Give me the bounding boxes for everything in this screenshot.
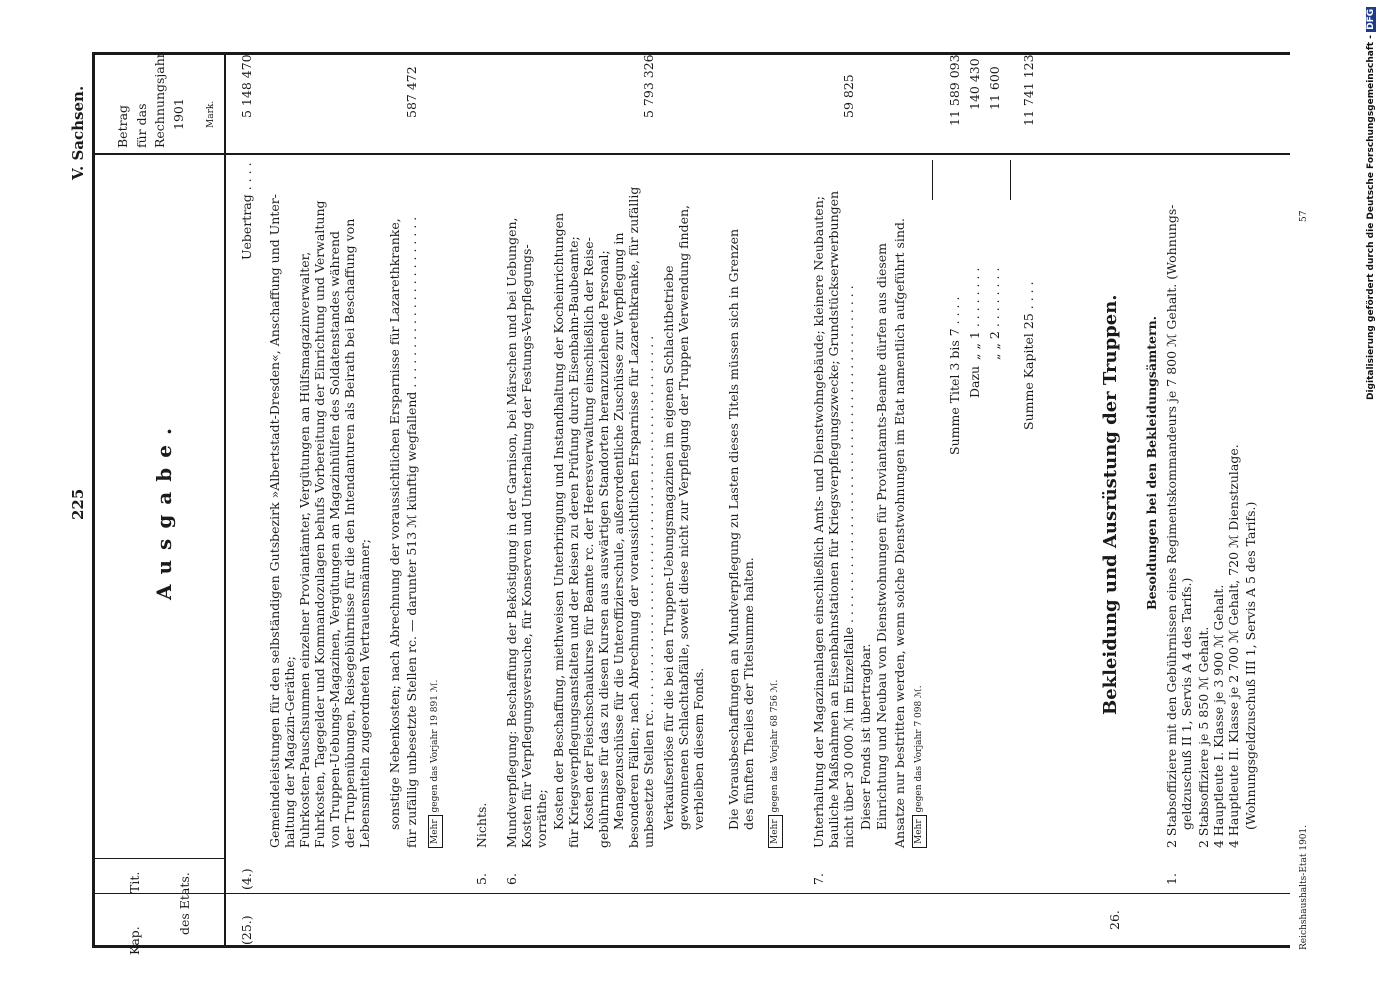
entry6-line: verbleiben diesem Fonds.: [691, 667, 706, 830]
col-amount-line2: für das: [134, 103, 149, 148]
footer-page-number: 57: [1299, 210, 1309, 222]
entry6-line: Die Vorausbeschaffungen an Mundverpflegung zu Lasten dieses Titels müssen sich in Grenzen: [726, 228, 741, 830]
tit-7: 7.: [811, 873, 826, 885]
entry4-line: sonstige Nebenkosten; nach Abrechnung der voraussichtlichen Ersparnisse für Lazarethkranke,: [387, 218, 402, 830]
col-unit: Mark.: [206, 100, 216, 128]
sum-rule-2: [1010, 160, 1011, 200]
entry6-line: Mundverpflegung: Beschaffung der Beköstigung in der Garnison, bei Märschen und bei Uebungen,: [504, 217, 519, 848]
col-tit: Tit.: [127, 871, 142, 893]
entry4-line: von Truppen-Uebungs-Magazinen, Vergütungen an Magazinhülfen des Soldatenstandes während: [327, 230, 342, 848]
entry6-line: für Kriegsverpflegungsanstalten und der Reisen zu deren Prüfung durch Eisenbahn-Baubeamte;: [566, 236, 581, 848]
entry6-mehr: Mehr: [768, 815, 783, 848]
section26-subtitle: Besoldungen bei den Bekleidungsämtern.: [1144, 315, 1159, 610]
digitization-text: Digitalisierung gefördert durch die Deutsche Forschungsgemeinschaft -: [1366, 35, 1376, 400]
section26-line: 4 Hauptleute I. Klasse je 3 900 ℳ Gehalt.: [1211, 584, 1226, 848]
sum-rule-1: [932, 160, 933, 200]
entry6-line: Kosten der Beschaffung, miethweisen Unterbringung und Instandhaltung der Kocheinrichtungen: [551, 212, 566, 830]
entry4-line: Fuhrkosten, Tagegelder und Kommandozulagen behufs Vorbereitung der Einrichtung und Verwaltung: [312, 200, 327, 848]
entry4-mehr-note: gegen das Vorjahr 19 891 ℳ.: [430, 679, 440, 813]
entry7-line: Ansatze nur bestritten werden, wenn solche Dienstwohnungen im Etat namentlich aufgeführt sind.: [892, 218, 907, 848]
section-title: Ausgabe.: [152, 418, 176, 600]
sum-add1-amount: 140 430: [967, 58, 982, 110]
entry6-amount: 5 793 326: [641, 54, 656, 118]
col-amount-line1: Betrag: [115, 104, 130, 148]
entry6-mehr-note: gegen das Vorjahr 68 756 ℳ.: [770, 679, 780, 813]
entry7-line: nicht über 30 000 ℳ im Einzelfalle . . . . . . . . . . . . . . . . . . . . . . . . . . . . . . . . . . . . . . . . . . .: [841, 285, 856, 848]
entry6-line: vorräthe;: [534, 789, 549, 848]
amount-column-rule: [224, 52, 226, 948]
footer-left: Reichshaushalts-Etat 1901.: [1299, 824, 1309, 950]
tit-4: (4.): [239, 868, 254, 890]
entry6-line: Kosten der Fleischschaukurse für Beamte rc. der Heeresverwaltung einschließlich der Reise-: [581, 237, 596, 830]
col-amount-line4: 1901: [171, 98, 186, 130]
top-rule: [92, 52, 1290, 55]
entry7-amount: 59 825: [841, 74, 856, 118]
section26-line: 2 Stabsoffiziere je 5 850 ℳ Gehalt.: [1196, 626, 1211, 848]
tit-1: 1.: [1164, 873, 1179, 885]
uebertrag-amount: 5 148 470: [239, 54, 254, 118]
col-des-etats: des Etats.: [177, 872, 192, 935]
entry6-line: besonderen Fällen; nach Abrechnung der voraussichtlichen Ersparnisse für Lazarethkranke, für zufällig: [626, 186, 641, 848]
entry7-mehr-note: gegen das Vorjahr 7 098 ℳ.: [914, 685, 924, 813]
state-heading: V. Sachsen.: [69, 85, 87, 180]
entry7-line: Einrichtung und Neubau von Dienstwohnungen für Proviantamts-Beamte dürfen aus diesem: [874, 242, 889, 830]
section26-line: geldzuschuß II 1, Servis A 4 des Tarifs.): [1179, 577, 1194, 830]
section26-line: (Wohnungsgeldzuschuß III 1, Servis A 5 des Tarifs.): [1243, 501, 1258, 830]
entry6-line: Verkaufserlöse für die bei den Truppen-Uebungsmagazinen im eigenen Schlachtbetriebe: [661, 265, 676, 830]
tit-desc-rule: [92, 858, 224, 859]
entry4-line: Fuhrkosten-Pauschsummen einzelner Proviantämter, Vergütungen an Hülfsmagazinverwalter,: [297, 251, 312, 848]
entry4-line: haltung der Magazin-Geräthe;: [282, 655, 297, 848]
sum-total-amount: 11 741 123: [1021, 54, 1036, 126]
kap-tit-rule: [92, 893, 1290, 894]
entry5-text: Nichts.: [474, 802, 489, 848]
kap-26: 26.: [1107, 910, 1122, 930]
bottom-rule: [92, 945, 1290, 948]
entry6-line: des fünften Theiles der Titelsumme halten.: [741, 557, 756, 830]
entry7-line: Dieser Fonds ist übertragbar.: [858, 643, 873, 830]
entry6-line: Menagezuschüsse für die Unteroffizierschule, außerordentliche Zuschüsse zur Verpflegung in: [611, 232, 626, 830]
entry7-line: bauliche Maßnahmen an Eisenbahnstationen für Kriegsverpflegungszwecke; Grundstückserwerbungen: [826, 190, 841, 848]
entry4-line: Gemeindeleistungen für den selbständigen Gutsbezirk »Albertstadt-Dresden«, Anschaffung und Unter-: [267, 194, 282, 848]
entry7-mehr: Mehr: [912, 815, 927, 848]
section26-line: 4 Hauptleute II. Klasse je 2 700 ℳ Gehalt, 720 ℳ Dienstzulage.: [1226, 444, 1241, 848]
entry4-mehr: Mehr: [428, 815, 443, 848]
col-kap: Kap.: [127, 926, 142, 955]
uebertrag-label: Uebertrag . . . .: [239, 162, 254, 260]
left-rule: [92, 52, 95, 948]
entry4-line: Lebensmitteln zugeordneten Vertrauensmänner;: [357, 539, 372, 848]
sum-dazu: Dazu: [967, 365, 982, 398]
page-number: 225: [69, 488, 87, 520]
entry6-line: gewonnenen Schlachtabfälle, soweit diese nicht zur Verpflegung der Truppen Verwendung finden,: [676, 205, 691, 830]
entry4-line: der Truppenübungen, Reisegebührnisse für die den Intendanturen als Beirath bei Beschaffung von: [342, 218, 357, 848]
tit-6: 6.: [504, 873, 519, 885]
entry6-line: gebührnisse für das zu diesen Kursen aus auswärtigen Standorten heranzuziehende Personal;: [596, 250, 611, 848]
sum-titles-label: Summe Titel 3 bis 7 . . . .: [947, 296, 962, 455]
tit-5: 5.: [474, 873, 489, 885]
entry4-amount: 587 472: [404, 66, 419, 118]
kap-25: (25.): [239, 915, 254, 945]
col-amount-line3: Rechnungsjahr: [152, 52, 167, 148]
dfg-logo: DFG: [1366, 8, 1376, 30]
entry6-line: unbesetzte Stellen rc. . . . . . . . . . . . . . . . . . . . . . . . . . . . . . . . . . . . . . . . . . . . . . . .: [641, 335, 656, 848]
sum-add1-label: „ „ 1 . . . . . . . .: [967, 267, 982, 360]
sum-add2-amount: 11 600: [987, 66, 1002, 110]
sum-add2-label: „ „ 2 . . . . . . . .: [987, 267, 1002, 360]
entry4-line: für zufällig unbesetzte Stellen rc. — darunter 513 ℳ künftig wegfallend . . . . . . . . . . . . . . . . . . . . . .: [404, 216, 419, 848]
section26-title: Bekleidung und Ausrüstung der Truppen.: [1100, 294, 1121, 715]
sum-total-label: Summe Kapitel 25 . . . .: [1021, 281, 1036, 430]
entry6-line: Kosten für Verpflegungsversuche, für Konserven und Unterhaltung der Festungs-Verpflegungs-: [519, 244, 534, 848]
entry7-line: Unterhaltung der Magazinanlagen einschließlich Amts- und Dienstwohngebäude; kleinere Neubauten;: [811, 196, 826, 848]
sum-titles-amount: 11 589 093: [947, 54, 962, 126]
section26-line: 2 Stabsoffiziere mit den Gebührnissen eines Regimentskommandeurs je 7 800 ℳ Gehalt. (Wohnungs-: [1164, 204, 1179, 848]
header-rule: [92, 153, 1290, 155]
